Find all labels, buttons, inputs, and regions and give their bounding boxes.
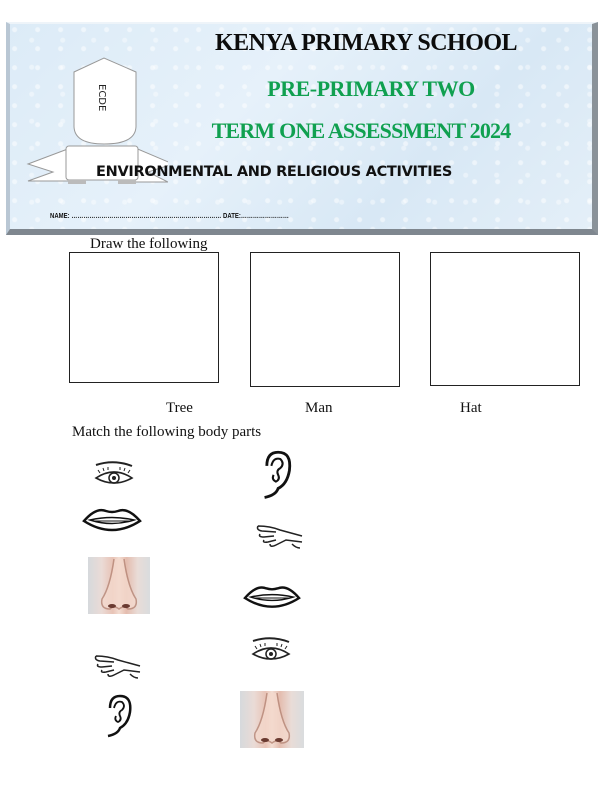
header-banner [6, 22, 598, 235]
assessment-term: TERM ONE ASSESSMENT 2024 [211, 118, 511, 143]
draw-box-hat[interactable] [430, 252, 580, 386]
subject-title: ENVIRONMENTAL AND RELIGIOUS ACTIVITIES [96, 164, 453, 180]
eye-icon[interactable] [92, 460, 136, 488]
nose-icon[interactable] [88, 557, 150, 614]
draw-label-tree: Tree [166, 400, 193, 416]
draw-instruction: Draw the following [90, 236, 208, 252]
draw-label-hat: Hat [460, 400, 482, 416]
ear-icon[interactable] [260, 450, 294, 502]
hand-icon[interactable] [256, 522, 306, 550]
draw-box-man[interactable] [250, 252, 400, 387]
class-level: PRE-PRIMARY TWO [267, 76, 475, 101]
mouth-icon[interactable] [82, 505, 142, 537]
name-date-field[interactable]: NAME: ………………………………………………………………… DATE:…………………… [50, 211, 289, 220]
match-instruction: Match the following body parts [72, 424, 262, 440]
nose-icon[interactable] [240, 691, 304, 748]
draw-box-tree[interactable] [69, 252, 219, 383]
mouth-icon[interactable] [243, 582, 301, 614]
ear-icon[interactable] [104, 694, 134, 740]
logo-text: ECDE [96, 84, 107, 112]
eye-icon[interactable] [249, 636, 293, 664]
draw-label-man: Man [305, 400, 333, 416]
school-name: KENYA PRIMARY SCHOOL [214, 30, 518, 56]
hand-icon[interactable] [94, 652, 144, 680]
